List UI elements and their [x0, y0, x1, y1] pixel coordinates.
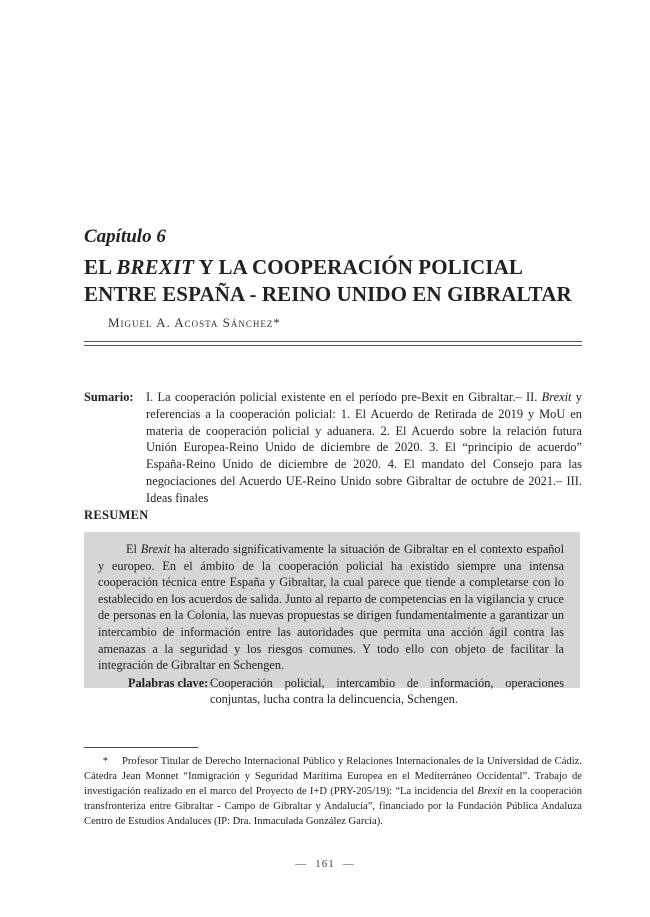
- chapter-title-line-2: ENTRE ESPAÑA - REINO UNIDO EN GIBRALTAR: [84, 282, 572, 306]
- page-number: [0, 858, 650, 870]
- divider-bottom: [84, 345, 582, 346]
- abstract-heading: RESUMEN: [84, 508, 149, 522]
- abstract-text-part: El: [126, 542, 141, 556]
- chapter-title: [84, 254, 584, 308]
- chapter-title-line-1: [84, 254, 584, 281]
- keywords-text: Cooperación policial, intercambio de información, operaciones conjuntas, lucha contra la delincuencia, Schengen.: [210, 675, 564, 707]
- keywords-label: Palabras clave:: [128, 675, 209, 690]
- footnote-emphasis: Brexit: [477, 786, 503, 797]
- page-dash-right: —: [342, 858, 355, 870]
- summary-text-part: I. La cooperación policial existente en el período pre-Bexit en Gibraltar.– II.: [146, 390, 542, 404]
- title-emphasis: BREXIT: [116, 255, 195, 279]
- page-dash-left: —: [295, 858, 308, 870]
- footnote-text-part: Profesor Titular de Derecho Internacional Público y Relaciones Internacionales de la Universidad de Cádiz. Cátedra Jean Monnet “Inmigración y Seguridad Marítima Europea en el Mediterráneo Occidental”. Trabajo de investigación realizado en el marco del Proyecto de I+D (PRY-205/19): “La incidencia del: [84, 756, 582, 797]
- page-number-value: 161: [315, 858, 335, 870]
- summary-label: Sumario:: [84, 390, 134, 404]
- summary-text-part: y referencias a la cooperación policial: 1. El Acuerdo de Retirada de 2019 y MoU en materia de cooperación policial y aduanera. 2. El Acuerdo sobre la relación futura Unión Europea-Reino Unido de diciembre de 2020. 3. El “principio de acuerdo” España-Reino Unido de diciembre de 2020. 4. El mandato del Consejo para las negociaciones del Acuerdo UE-Reino Unido sobre Gibraltar de octubre de 2021.– III. Ideas finales: [146, 390, 582, 505]
- summary-emphasis: Brexit: [541, 390, 572, 404]
- footnote-marker: *: [102, 756, 108, 767]
- footnote-divider: [84, 747, 198, 748]
- summary-text: [146, 389, 582, 507]
- summary-section: [84, 389, 582, 507]
- footnote-text-part: en la cooperación transfronteriza entre Gibraltar - Campo de Gibraltar y Andalucía”, financiado por la Fundación Pública Andaluza Centro de Estudios Andaluces (IP: Dra. Inmaculada González García).: [84, 786, 582, 827]
- abstract-box: [84, 532, 580, 707]
- divider-top: [84, 341, 582, 342]
- abstract-text-part: ha alterado significativamente la situación de Gibraltar en el contexto español y europeo. En el ámbito de la cooperación policial ha existido siempre una intensa cooperación técnica entre España y Gibraltar, la cual parece que tiende a completarse con lo establecido en los acuerdos de salida. Junto al reparto de competencias en la vigilancia y cruce de personas en la Colonia, las nuevas propuestas se dirigen fundamentalmente a garantizar un intercambio de información entre las autoridades que permita una acción ágil contra las amenazas a la seguridad y los riesgos comunes. Y todo ello con objeto de facilitar la integración de Gibraltar en Schengen.: [98, 542, 564, 673]
- footnote: [84, 754, 582, 829]
- title-text: Y LA COOPERACIÓN POLICIAL: [194, 255, 523, 279]
- title-text: EL: [84, 255, 117, 279]
- abstract-text: [98, 541, 564, 674]
- keywords: [98, 675, 564, 708]
- author-name: Miguel A. Acosta Sánchez*: [108, 315, 281, 330]
- abstract-emphasis: Brexit: [140, 542, 171, 556]
- chapter-label: Capítulo 6: [84, 226, 166, 247]
